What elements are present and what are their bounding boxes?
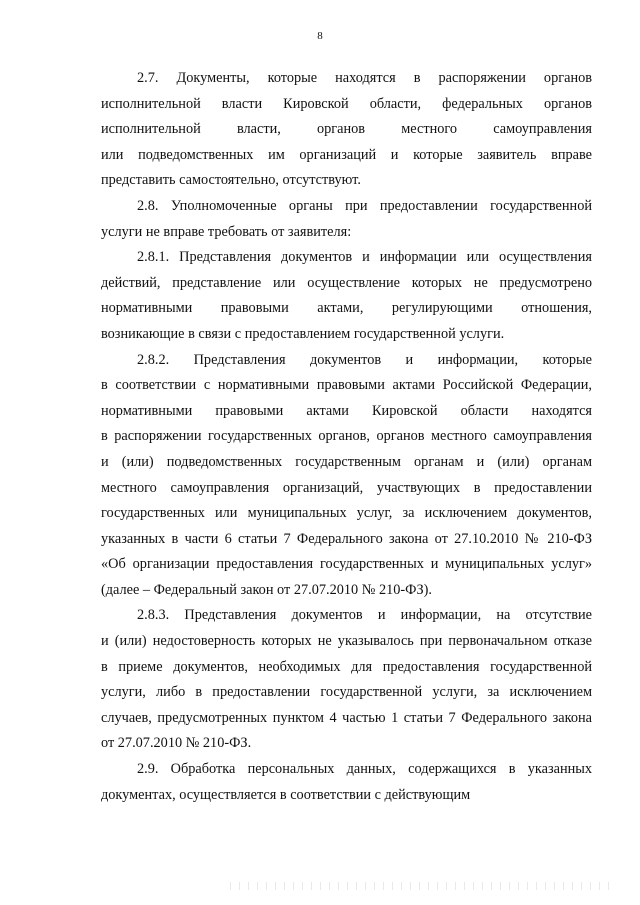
scan-artifact (230, 882, 610, 890)
text-line: указанных в части 6 статьи 7 Федерального закона от 27.10.2010 № 210-ФЗ (101, 530, 592, 547)
text-line: и (или) подведомственных государственным органам и (или) органам (101, 453, 592, 470)
text-line: исполнительной власти, органов местного самоуправления (101, 121, 592, 138)
text-line: и (или) недостоверность которых не указывалось при первоначальном отказе (101, 633, 592, 650)
text-line: услуги не вправе требовать от заявителя: (101, 223, 352, 240)
text-line: государственных или муниципальных услуг, за исключением документов, (101, 505, 592, 522)
text-line: в приеме документов, необходимых для предоставления государственной (101, 658, 592, 675)
text-line: документах, осуществляется в соответствии с действующим (101, 786, 471, 803)
text-line: 2.9. Обработка персональных данных, содержащихся в указанных (137, 761, 592, 778)
text-line: случаев, предусмотренных пунктом 4 частью 1 статьи 7 Федерального закона (101, 709, 592, 726)
text-line: возникающие в связи с предоставлением государственной услуги. (101, 325, 505, 342)
text-line: представить самостоятельно, отсутствуют. (101, 172, 361, 189)
paragraph-2-8-1 (101, 245, 592, 347)
text-line: нормативными правовыми актами, регулирующими отношения, (101, 300, 592, 317)
text-line: исполнительной власти Кировской области, федеральных органов (101, 95, 592, 112)
text-line: 2.8.2. Представления документов и информации, которые (137, 351, 592, 368)
paragraph-2-8 (101, 194, 592, 245)
text-line: нормативными правовыми актами Кировской области находятся (101, 402, 592, 419)
paragraph-2-8-3 (101, 603, 592, 757)
paragraph-2-9 (101, 757, 592, 808)
text-line: от 27.07.2010 № 210-ФЗ. (101, 735, 252, 752)
text-line: 2.8.1. Представления документов и информации или осуществления (137, 249, 592, 266)
document-body (101, 66, 592, 808)
text-line: в соответствии с нормативными правовыми актами Российской Федерации, (101, 377, 592, 394)
page-number: 8 (317, 30, 323, 42)
text-line: в распоряжении государственных органов, органов местного самоуправления (101, 428, 592, 445)
text-line: «Об организации предоставления государственных и муниципальных услуг» (101, 556, 592, 573)
text-line: действий, представление или осуществление которых не предусмотрено (101, 274, 592, 291)
text-line: (далее – Федеральный закон от 27.07.2010 № 210-ФЗ). (101, 581, 432, 598)
text-line: 2.8. Уполномоченные органы при предоставлении государственной (137, 197, 592, 214)
text-line: местного самоуправления организаций, участвующих в предоставлении (101, 479, 592, 496)
text-line: услуги, либо в предоставлении государственной услуги, за исключением (101, 684, 592, 701)
text-line: или подведомственных им организаций и которые заявитель вправе (101, 146, 592, 163)
paragraph-2-7 (101, 66, 592, 194)
text-line: 2.7. Документы, которые находятся в распоряжении органов (137, 70, 592, 86)
paragraph-2-8-2 (101, 348, 592, 604)
text-line: 2.8.3. Представления документов и информации, на отсутствие (137, 607, 592, 624)
